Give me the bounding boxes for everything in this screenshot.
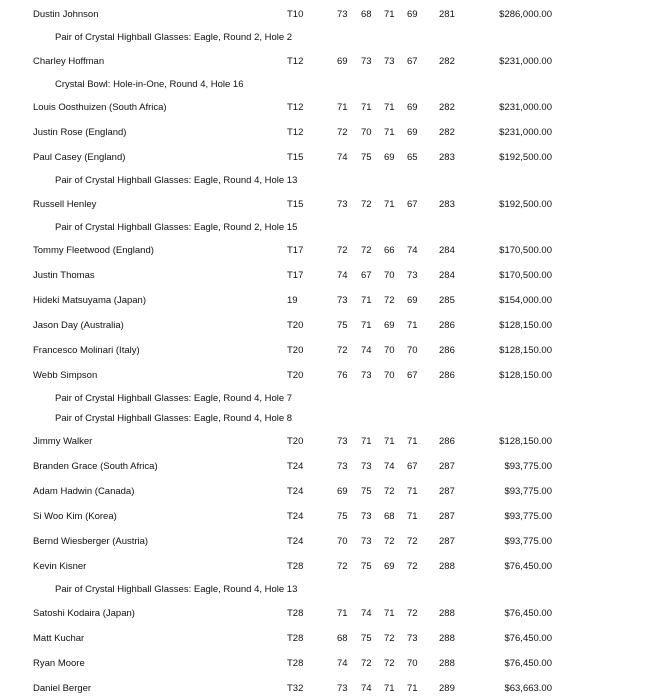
player-row xyxy=(0,510,664,524)
player-name: Bernd Wiesberger (Austria) xyxy=(33,536,149,547)
prize-money: $231,000.00 xyxy=(499,55,552,67)
total-score: 289 xyxy=(439,682,455,694)
round-2-score: 73 xyxy=(361,511,372,522)
round-1-score: 73 xyxy=(337,198,348,210)
finish-position: T32 xyxy=(287,682,304,694)
prize-money: $93,775.00 xyxy=(504,486,552,497)
finish-position: T15 xyxy=(287,152,304,163)
total-score: 288 xyxy=(439,607,455,619)
finish-position: T24 xyxy=(287,536,304,547)
round-4-score: 72 xyxy=(407,607,418,619)
player-row xyxy=(0,269,664,283)
player-row xyxy=(0,657,664,671)
finish-position: T17 xyxy=(287,270,304,281)
round-2-score: 71 xyxy=(361,320,372,331)
total-score: 288 xyxy=(439,561,455,572)
round-1-score: 72 xyxy=(337,345,348,356)
round-3-score: 72 xyxy=(384,536,395,547)
prize-money: $192,500.00 xyxy=(499,198,552,210)
player-row xyxy=(0,369,664,383)
round-4-score: 73 xyxy=(407,632,418,644)
round-3-score: 69 xyxy=(384,152,395,163)
round-3-score: 70 xyxy=(384,345,395,356)
total-score: 287 xyxy=(439,461,455,472)
round-3-score: 71 xyxy=(384,9,395,20)
round-2-score: 73 xyxy=(361,536,372,547)
round-2-score: 72 xyxy=(361,657,372,669)
round-3-score: 71 xyxy=(384,198,395,210)
prize-money: $76,450.00 xyxy=(504,657,552,669)
prize-money: $128,150.00 xyxy=(499,370,552,381)
total-score: 284 xyxy=(439,270,455,281)
finish-position: T20 xyxy=(287,370,304,381)
prize-money: $76,450.00 xyxy=(504,561,552,572)
award-note xyxy=(0,583,664,597)
player-name: Russell Henley xyxy=(33,198,97,210)
player-name: Tommy Fleetwood (England) xyxy=(33,245,154,256)
round-2-score: 75 xyxy=(361,561,372,572)
round-3-score: 72 xyxy=(384,632,395,644)
finish-position: T17 xyxy=(287,245,304,256)
prize-money: $170,500.00 xyxy=(499,245,552,256)
player-row xyxy=(0,485,664,499)
award-note xyxy=(0,78,664,92)
total-score: 285 xyxy=(439,295,455,306)
award-note-text: Pair of Crystal Highball Glasses: Eagle, Round 2, Hole 2 xyxy=(55,32,293,43)
round-3-score: 70 xyxy=(384,270,395,281)
prize-money: $231,000.00 xyxy=(499,127,552,138)
total-score: 287 xyxy=(439,486,455,497)
player-name: Paul Casey (England) xyxy=(33,152,126,163)
player-name: Justin Rose (England) xyxy=(33,127,127,138)
total-score: 286 xyxy=(439,345,455,356)
player-name: Kevin Kisner xyxy=(33,561,87,572)
prize-money: $93,775.00 xyxy=(504,511,552,522)
round-1-score: 69 xyxy=(337,55,348,67)
round-3-score: 69 xyxy=(384,561,395,572)
round-1-score: 73 xyxy=(337,9,348,20)
round-2-score: 75 xyxy=(361,486,372,497)
player-row xyxy=(0,460,664,474)
player-name: Si Woo Kim (Korea) xyxy=(33,511,117,522)
total-score: 286 xyxy=(439,436,455,447)
finish-position: T24 xyxy=(287,511,304,522)
player-row xyxy=(0,244,664,258)
player-name: Matt Kuchar xyxy=(33,632,85,644)
prize-money: $63,663.00 xyxy=(504,682,552,694)
prize-money: $170,500.00 xyxy=(499,270,552,281)
player-row xyxy=(0,607,664,621)
round-4-score: 73 xyxy=(407,270,418,281)
round-1-score: 70 xyxy=(337,536,348,547)
total-score: 281 xyxy=(439,9,455,20)
total-score: 286 xyxy=(439,370,455,381)
player-name: Justin Thomas xyxy=(33,270,95,281)
round-3-score: 68 xyxy=(384,511,395,522)
round-4-score: 72 xyxy=(407,536,418,547)
round-1-score: 75 xyxy=(337,320,348,331)
player-name: Ryan Moore xyxy=(33,657,85,669)
player-name: Jason Day (Australia) xyxy=(33,320,124,331)
finish-position: 19 xyxy=(287,295,298,306)
round-1-score: 73 xyxy=(337,682,348,694)
round-2-score: 74 xyxy=(361,682,372,694)
player-name: Daniel Berger xyxy=(33,682,92,694)
round-1-score: 71 xyxy=(337,102,348,113)
round-3-score: 71 xyxy=(384,607,395,619)
round-2-score: 72 xyxy=(361,245,372,256)
round-2-score: 75 xyxy=(361,152,372,163)
award-note-text: Crystal Bowl: Hole-in-One, Round 4, Hole 16 xyxy=(55,78,244,90)
finish-position: T20 xyxy=(287,436,304,447)
finish-position: T12 xyxy=(287,55,304,67)
player-row xyxy=(0,535,664,549)
round-2-score: 74 xyxy=(361,345,372,356)
prize-money: $128,150.00 xyxy=(499,345,552,356)
round-4-score: 67 xyxy=(407,55,418,67)
player-row xyxy=(0,435,664,449)
finish-position: T28 xyxy=(287,632,304,644)
award-note xyxy=(0,221,664,235)
prize-money: $128,150.00 xyxy=(499,436,552,447)
round-1-score: 73 xyxy=(337,436,348,447)
round-3-score: 72 xyxy=(384,486,395,497)
round-1-score: 72 xyxy=(337,245,348,256)
round-4-score: 67 xyxy=(407,370,418,381)
award-note xyxy=(0,392,664,406)
round-2-score: 73 xyxy=(361,461,372,472)
finish-position: T15 xyxy=(287,198,304,210)
round-1-score: 74 xyxy=(337,270,348,281)
award-note-text: Pair of Crystal Highball Glasses: Eagle, Round 4, Hole 13 xyxy=(55,584,298,595)
award-note-text: Pair of Crystal Highball Glasses: Eagle, Round 2, Hole 15 xyxy=(55,221,298,233)
round-2-score: 71 xyxy=(361,102,372,113)
prize-money: $286,000.00 xyxy=(499,9,552,20)
round-2-score: 71 xyxy=(361,436,372,447)
player-row xyxy=(0,151,664,165)
finish-position: T10 xyxy=(287,9,304,20)
player-row xyxy=(0,294,664,308)
award-note-text: Pair of Crystal Highball Glasses: Eagle, Round 4, Hole 8 xyxy=(55,412,293,424)
total-score: 288 xyxy=(439,657,455,669)
player-name: Jimmy Walker xyxy=(33,436,93,447)
round-1-score: 72 xyxy=(337,561,348,572)
round-4-score: 69 xyxy=(407,127,418,138)
player-name: Hideki Matsuyama (Japan) xyxy=(33,295,146,306)
prize-money: $93,775.00 xyxy=(504,461,552,472)
player-name: Louis Oosthuizen (South Africa) xyxy=(33,102,167,113)
round-4-score: 65 xyxy=(407,152,418,163)
round-2-score: 72 xyxy=(361,198,372,210)
prize-money: $76,450.00 xyxy=(504,632,552,644)
round-2-score: 74 xyxy=(361,607,372,619)
round-3-score: 71 xyxy=(384,682,395,694)
total-score: 282 xyxy=(439,102,455,113)
player-name: Charley Hoffman xyxy=(33,55,105,67)
player-name: Webb Simpson xyxy=(33,370,98,381)
finish-position: T24 xyxy=(287,486,304,497)
round-3-score: 71 xyxy=(384,127,395,138)
round-2-score: 68 xyxy=(361,9,372,20)
round-4-score: 70 xyxy=(407,345,418,356)
total-score: 287 xyxy=(439,511,455,522)
round-2-score: 75 xyxy=(361,632,372,644)
round-1-score: 71 xyxy=(337,607,348,619)
round-2-score: 70 xyxy=(361,127,372,138)
total-score: 282 xyxy=(439,127,455,138)
finish-position: T28 xyxy=(287,607,304,619)
round-1-score: 74 xyxy=(337,152,348,163)
round-4-score: 67 xyxy=(407,198,418,210)
player-name: Adam Hadwin (Canada) xyxy=(33,486,135,497)
player-row xyxy=(0,101,664,115)
prize-money: $192,500.00 xyxy=(499,152,552,163)
player-row xyxy=(0,682,664,696)
player-row xyxy=(0,126,664,140)
round-3-score: 69 xyxy=(384,320,395,331)
round-3-score: 72 xyxy=(384,657,395,669)
finish-position: T28 xyxy=(287,657,304,669)
award-note-text: Pair of Crystal Highball Glasses: Eagle, Round 4, Hole 7 xyxy=(55,393,293,404)
total-score: 284 xyxy=(439,245,455,256)
round-3-score: 72 xyxy=(384,295,395,306)
round-4-score: 67 xyxy=(407,461,418,472)
round-1-score: 69 xyxy=(337,486,348,497)
total-score: 286 xyxy=(439,320,455,331)
total-score: 282 xyxy=(439,55,455,67)
round-3-score: 71 xyxy=(384,102,395,113)
round-4-score: 71 xyxy=(407,511,418,522)
round-2-score: 73 xyxy=(361,55,372,67)
player-row xyxy=(0,319,664,333)
round-4-score: 69 xyxy=(407,295,418,306)
round-1-score: 73 xyxy=(337,461,348,472)
round-4-score: 71 xyxy=(407,320,418,331)
player-row xyxy=(0,198,664,212)
total-score: 288 xyxy=(439,632,455,644)
total-score: 283 xyxy=(439,198,455,210)
prize-money: $231,000.00 xyxy=(499,102,552,113)
round-1-score: 75 xyxy=(337,511,348,522)
round-4-score: 71 xyxy=(407,682,418,694)
round-4-score: 72 xyxy=(407,561,418,572)
finish-position: T12 xyxy=(287,127,304,138)
finish-position: T24 xyxy=(287,461,304,472)
prize-money: $128,150.00 xyxy=(499,320,552,331)
player-row xyxy=(0,632,664,646)
round-4-score: 74 xyxy=(407,245,418,256)
player-name: Satoshi Kodaira (Japan) xyxy=(33,607,135,619)
player-name: Dustin Johnson xyxy=(33,9,99,20)
player-row xyxy=(0,344,664,358)
finish-position: T20 xyxy=(287,345,304,356)
player-name: Francesco Molinari (Italy) xyxy=(33,345,140,356)
finish-position: T28 xyxy=(287,561,304,572)
player-row xyxy=(0,55,664,69)
prize-money: $76,450.00 xyxy=(504,607,552,619)
total-score: 287 xyxy=(439,536,455,547)
player-row xyxy=(0,560,664,574)
award-note xyxy=(0,174,664,188)
round-3-score: 71 xyxy=(384,436,395,447)
player-name: Branden Grace (South Africa) xyxy=(33,461,158,472)
round-2-score: 73 xyxy=(361,370,372,381)
round-1-score: 76 xyxy=(337,370,348,381)
round-4-score: 69 xyxy=(407,9,418,20)
award-note-text: Pair of Crystal Highball Glasses: Eagle, Round 4, Hole 13 xyxy=(55,175,298,186)
round-1-score: 74 xyxy=(337,657,348,669)
round-4-score: 71 xyxy=(407,436,418,447)
round-3-score: 73 xyxy=(384,55,395,67)
award-note xyxy=(0,412,664,426)
round-3-score: 66 xyxy=(384,245,395,256)
round-1-score: 73 xyxy=(337,295,348,306)
finish-position: T12 xyxy=(287,102,304,113)
round-2-score: 71 xyxy=(361,295,372,306)
prize-money: $93,775.00 xyxy=(504,536,552,547)
round-1-score: 72 xyxy=(337,127,348,138)
round-3-score: 74 xyxy=(384,461,395,472)
round-2-score: 67 xyxy=(361,270,372,281)
round-4-score: 69 xyxy=(407,102,418,113)
round-4-score: 70 xyxy=(407,657,418,669)
finish-position: T20 xyxy=(287,320,304,331)
round-4-score: 71 xyxy=(407,486,418,497)
round-3-score: 70 xyxy=(384,370,395,381)
award-note xyxy=(0,31,664,45)
round-1-score: 68 xyxy=(337,632,348,644)
player-row xyxy=(0,8,664,22)
prize-money: $154,000.00 xyxy=(499,295,552,306)
total-score: 283 xyxy=(439,152,455,163)
